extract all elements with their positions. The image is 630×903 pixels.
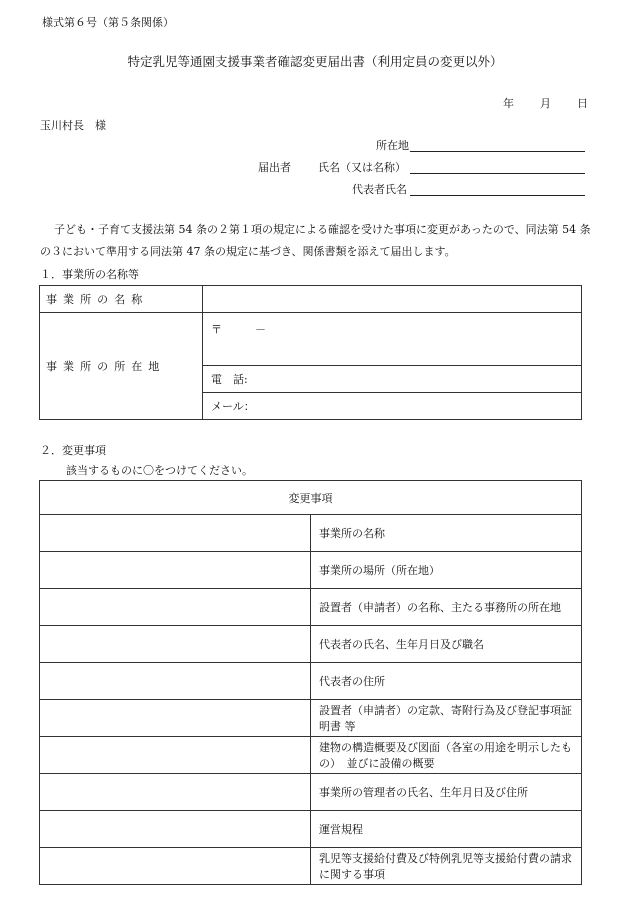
change-item-row: [40, 552, 582, 589]
change-item-label: 乳児等支援給付費及び特例乳児等支援給付費の請求に関する事項: [311, 848, 582, 885]
change-item-row: [40, 811, 582, 848]
change-item-row: [40, 700, 582, 737]
mark-cell[interactable]: [40, 848, 311, 885]
change-item-row: [40, 848, 582, 885]
mark-cell[interactable]: [40, 737, 311, 774]
change-item-row: [40, 515, 582, 552]
date-row: [503, 95, 588, 111]
change-item-label: 設置者（申請者）の定款、寄附行為及び登記事項証明書 等: [311, 700, 582, 737]
date-month-label: 月: [540, 97, 551, 110]
postal-address-field[interactable]: [203, 313, 582, 366]
address-line[interactable]: [410, 151, 585, 152]
facility-name-label: 事業所の名称: [40, 286, 203, 313]
change-items-header: 変更事項: [40, 481, 582, 515]
section2-instruction: 該当するものに〇をつけてください。: [66, 464, 253, 477]
name-label: 氏名（又は名称）: [318, 161, 406, 174]
mark-cell[interactable]: [40, 626, 311, 663]
addressee: 玉川村長 様: [40, 119, 106, 132]
form-number: 様式第６号（第５条関係）: [42, 16, 174, 29]
mark-cell[interactable]: [40, 515, 311, 552]
intro-paragraph: 子ども・子育て支援法第 54 条の２第１項の規定による確認を受けた事項に変更があったので、同法第 54 条の３において準用する同法第 47 条の規定に基づき、関係書類を添えて届出します。: [40, 223, 591, 258]
representative-line[interactable]: [410, 195, 585, 196]
change-item-row: [40, 774, 582, 811]
change-item-label: 事業所の名称: [311, 515, 582, 552]
phone-label: 電 話:: [211, 373, 248, 386]
section1-heading: １．事業所の名称等: [40, 268, 139, 281]
change-item-label: 建物の構造概要及び図面（各室の用途を明示したもの） 並びに設備の概要: [311, 737, 582, 774]
change-item-label: 運営規程: [311, 811, 582, 848]
section2-heading: ２．変更事項: [40, 444, 106, 457]
facility-name-field[interactable]: [203, 286, 582, 313]
change-item-row: [40, 589, 582, 626]
date-year-label: 年: [503, 97, 514, 110]
address-label: 所在地: [376, 139, 409, 152]
mark-cell[interactable]: [40, 663, 311, 700]
change-item-label: 設置者（申請者）の名称、主たる事務所の所在地: [311, 589, 582, 626]
change-item-row: [40, 663, 582, 700]
change-items-table: [39, 480, 582, 885]
facility-info-table: [39, 285, 582, 420]
phone-field[interactable]: [203, 366, 582, 393]
date-day-label: 日: [577, 97, 588, 110]
change-item-row: [40, 626, 582, 663]
notifier-label: 届出者: [258, 161, 291, 174]
document-title: 特定乳児等通園支援事業者確認変更届出書（利用定員の変更以外）: [127, 54, 503, 69]
change-item-label: 事業所の管理者の氏名、生年月日及び住所: [311, 774, 582, 811]
change-item-label: 代表者の住所: [311, 663, 582, 700]
postal-mark: 〒 －: [211, 323, 266, 336]
facility-location-label: 事業所の所在地: [40, 313, 203, 420]
mark-cell[interactable]: [40, 589, 311, 626]
mark-cell[interactable]: [40, 700, 311, 737]
change-item-label: 事業所の場所（所在地）: [311, 552, 582, 589]
change-item-label: 代表者の氏名、生年月日及び職名: [311, 626, 582, 663]
email-field[interactable]: [203, 393, 582, 420]
mark-cell[interactable]: [40, 811, 311, 848]
email-label: メール：: [211, 400, 255, 413]
name-line[interactable]: [410, 173, 585, 174]
mark-cell[interactable]: [40, 774, 311, 811]
change-item-row: [40, 737, 582, 774]
representative-label: 代表者氏名: [352, 183, 407, 196]
mark-cell[interactable]: [40, 552, 311, 589]
